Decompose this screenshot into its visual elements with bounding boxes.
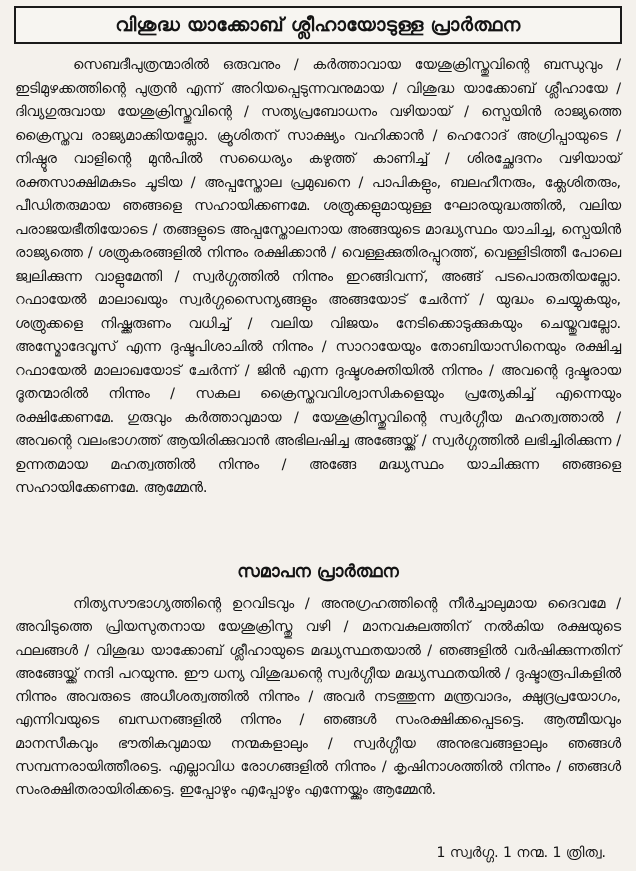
prayer-body (15, 54, 621, 501)
closing-prayer-paragraph: നിത്യസൗഭാഗ്യത്തിന്റെ ഉറവിടവും / അനുഗ്രഹത്തിന്റെ നീർച്ചാലുമായ ദൈവമേ / അവിടുത്തെ പ്രിയസുതനായ യേശുക്രിസ്തു വഴി / മാനവകുലത്തിന് നൽകിയ രക്ഷയുടെ ഫലങ്ങൾ / വിശുദ്ധ യാക്കോബ് ശ്ലീഹായുടെ മദ്ധ്യസ്ഥതയാൽ / ഞങ്ങളിൽ വർഷിക്കുന്നതിന് അങ്ങേയ്ക്ക് നന്ദി പറയുന്നു. ഈ ധന്യ വിശുദ്ധന്റെ സ്വർഗ്ഗീയ മദ്ധ്യസ്ഥതയിൽ / ദുഷ്ടാരൂപികളിൽ നിന്നും അവരുടെ അധീശത്വത്തിൽ നിന്നും / അവർ നടത്തുന്ന മന്ത്രവാദം, ക്ഷുദ്രപ്രയോഗം, എന്നിവയുടെ ബന്ധനങ്ങളിൽ നിന്നും / ഞങ്ങൾ സംരക്ഷിക്കപ്പെടട്ടെ. ആത്മീയവും മാനസീകവും ഭൗതികവുമായ നന്മകളാലും / സ്വർഗ്ഗീയ അനുഭവങ്ങളാലും ഞങ്ങൾ സമ്പന്നരായിത്തീരട്ടെ. എല്ലാവിധ രോഗങ്ങളിൽ നിന്നും / കൃഷിനാശത്തിൽ നിന്നും / ഞങ്ങൾ സംരക്ഷിതരായിരിക്കട്ടെ. ഇപ്പോഴും എപ്പോഴും എന്നേയ്ക്കും ആമ്മേൻ. (15, 596, 621, 799)
page-title: വിശുദ്ധ യാക്കോബ് ശ്ലീഹായോടുള്ള പ്രാർത്ഥന (115, 14, 521, 36)
closing-prayer-body (15, 593, 621, 803)
closing-prayer-heading: സമാപന പ്രാർത്ഥന (237, 562, 399, 582)
prayer-reference: 1 സ്വർഗ്ഗ. 1 നന്മ. 1 ത്രിത്വ. (436, 845, 606, 861)
title-box (14, 6, 622, 44)
prayer-paragraph: സെബദീപുത്രന്മാരിൽ ഒരുവനും / കർത്താവായ യേശുക്രിസ്തുവിന്റെ ബന്ധുവും / ഇടിമുഴക്കത്തിന്റെ പുത്രൻ എന്ന് അറിയപ്പെടുന്നവനുമായ / വിശുദ്ധ യാക്കോബ് ശ്ലീഹായേ / ദിവ്യഗുരുവായ യേശുക്രിസ്തുവിന്റെ / സത്യപ്രബോധനം വഴിയായ് / സ്പെയിൻ രാജ്യത്തെ ക്രൈസ്തവ രാജ്യമാക്കിയല്ലോ. ക്രൂശിതന് സാക്ഷ്യം വഹിക്കാൻ / ഹെറോദ് അഗ്രിപ്പായുടെ / നിഷ്ഠൂര വാളിന്റെ മുൻപിൽ സധൈര്യം കഴുത്ത് കാണിച്ച് / ശിരച്ഛേദനം വഴിയായ് രക്തസാക്ഷിമകുടം ചൂടിയ / അപ്പസ്തോല പ്രമുഖനെ / പാപികളും, ബലഹീനരും, ക്ലേശിതരും, പീഡിതരുമായ ഞങ്ങളെ സഹായിക്കണമേ. ശത്രുക്കളുമായുള്ള ഘോരയുദ്ധത്തിൽ, വലിയ പരാജയഭീതിയോടെ / തങ്ങളുടെ അപ്പസ്തോലനായ അങ്ങയുടെ മാദ്ധ്യസ്ഥം യാചിച്ച, സ്പെയിൻ രാജ്യത്തെ / ശത്രുകരങ്ങളിൽ നിന്നും രക്ഷിക്കാൻ / വെള്ളക്കുതിരപ്പുറത്ത്, വെള്ളിടിത്തീ പോലെ ജ്വലിക്കുന്ന വാളുമേന്തി / സ്വർഗ്ഗത്തിൽ നിന്നും ഇറങ്ങിവന്ന്, അങ്ങ് പടപൊരുതിയല്ലോ. റഫായേൽ മാലാഖയും സ്വർഗ്ഗസൈന്യങ്ങളും അങ്ങയോട് ചേർന്ന് / യുദ്ധം ചെയ്യുകയും, ശത്രുക്കളെ നിഷ്ക്കരുണം വധിച്ച് / വലിയ വിജയം നേടിക്കൊടുക്കുകയും ചെയ്തുവല്ലോ. അസ്മോദേവൂസ് എന്ന ദുഷ്ടപിശാചിൽ നിന്നും / സാറായേയും തോബിയാസിനെയും രക്ഷിച്ച റഫായേൽ മാലാഖയോട് ചേർന്ന് / ജിൻ എന്ന ദുഷ്ടശക്തിയിൽ നിന്നും / അവന്റെ ദുഷ്ടരായ ദൂതന്മാരിൽ നിന്നും / സകല ക്രൈസ്തവവിശ്വാസികളെയും പ്രത്യേകിച്ച് എന്നെയും രക്ഷിക്കേണമേ. ഗുരുവും കർത്താവുമായ / യേശുക്രിസ്തുവിന്റെ സ്വർഗ്ഗീയ മഹത്വത്താൽ / അവന്റെ വലംഭാഗത്ത് ആയിരിക്കുവാൻ അഭിലഷിച്ച അങ്ങേയ്ക്ക് / സ്വർഗ്ഗത്തിൽ ലഭിച്ചിരിക്കുന്ന / ഉന്നതമായ മഹത്വത്തിൽ നിന്നും / അങ്ങേ മദ്ധ്യസ്ഥം യാചിക്കുന്ന ഞങ്ങളെ സഹായിക്കേണമേ. ആമ്മേൻ. (15, 57, 621, 496)
